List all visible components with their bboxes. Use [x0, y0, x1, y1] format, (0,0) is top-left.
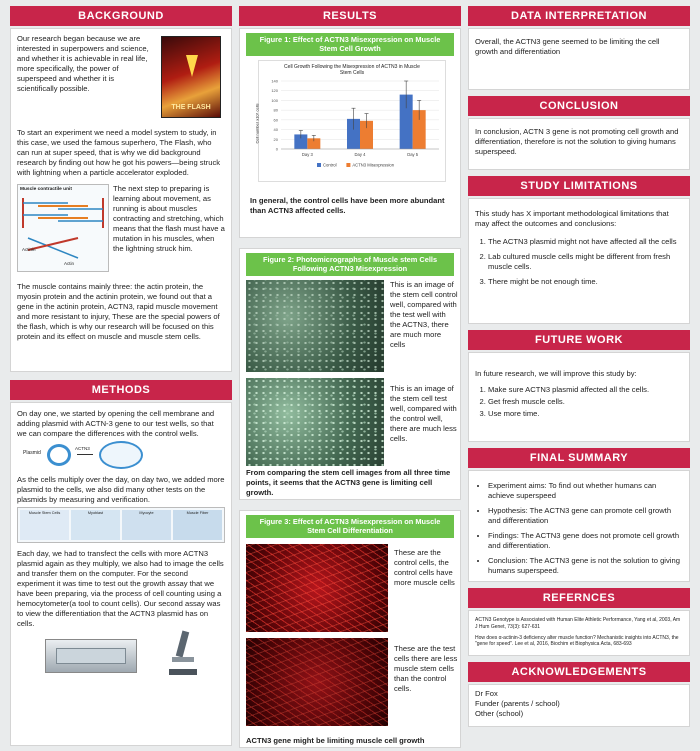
fig1-title: Figure 1: Effect of ACTN3 Misexpression on Muscle Stem Cell Growth [246, 33, 454, 56]
conclusion-heading: CONCLUSION [468, 96, 690, 116]
limitations-intro: This study has X important methodological limitations that may affect the outcomes and conclusions: [475, 209, 669, 229]
stage-myocyte: Myocyte [122, 510, 171, 540]
label-actinin: Actinin [22, 247, 36, 253]
flash-poster [161, 36, 221, 118]
list-item: 3. Use more time. [488, 409, 683, 419]
fig2-text1: This is an image of the stem cell control well, compared with the test well with the ACTN3, there are much more cells [390, 279, 458, 349]
legend-swatch [317, 163, 321, 167]
sarcomere-illustration [18, 194, 108, 267]
methods-p3: Each day, we had to transfect the cells with more ACTN3 plasmid again as they multiply, we also had to image the cells and transfer them on the computer. For the second experiment it was time to test out the growth assay that we have been preparing, via the process of cell counting using a hemocytometer(a tool to count cells). Our second assay was to view the differentiation that the ACTN3 plasmid has on cells. [17, 549, 224, 629]
background-p1: Our research began because we are interested in superpowers and science, and whether it is achievable in real life, more specifically, the power of superspeed and whether it is scientifically possible. [17, 34, 149, 94]
stage-muscle-fiber: Muscle Fiber [173, 510, 222, 540]
x-tick-label: Day 5 [407, 151, 419, 157]
column-left [10, 6, 232, 746]
y-tick-label: 0 [275, 146, 278, 151]
y-tick-label: 20 [273, 136, 278, 142]
arrow-icon [77, 454, 93, 455]
methods-p1: On day one, we started by opening the cell membrane and adding plasmid with ACTN-3 gene to our test wells, so that we can compare the differences with the control wells. [17, 409, 215, 439]
results-heading: RESULTS [239, 6, 461, 26]
chart-title: Cell Growth Following the Misexpression of ACTN3 in Muscle Stem Cells [284, 63, 420, 76]
list-item: 1. The ACTN3 plasmid might not have affected all the cells [488, 237, 683, 247]
y-tick-label: 40 [273, 126, 278, 132]
growth-chart [254, 60, 446, 182]
y-tick-label: 140 [271, 78, 278, 83]
future-list [475, 385, 683, 419]
legend-label: ACTN3 Misexpression [352, 162, 395, 167]
micrograph-test [246, 378, 384, 466]
future-intro: In future research, we will improve this study by: [475, 369, 637, 378]
plasmid-label: Plasmid [23, 450, 41, 457]
results-panel-fig2 [239, 248, 461, 500]
list-item: 3. There might be not enough time. [488, 277, 683, 287]
stage-muscle-stem-cells: Muscle Stem Cells [20, 510, 69, 540]
conclusion-panel: In conclusion, ACTN 3 gene is not promoting cell growth and differentiation, therefore is not the solution to giving humans superspeed. [468, 118, 690, 170]
column-middle [239, 6, 461, 748]
references-heading: REFERNCES [468, 588, 690, 608]
list-item: 2. Get fresh muscle cells. [488, 397, 683, 407]
list-item: • Findings: The ACTN3 gene does not promote cell growth and differentiation. [488, 531, 683, 551]
fig2-title: Figure 2: Photomicrographs of Muscle stem Cells Following ACTN3 Misexpression [246, 253, 454, 276]
y-tick-label: 60 [273, 116, 278, 122]
references-panel [468, 610, 690, 656]
fig2-caption: From comparing the stem cell images from all three time points, it seems that the ACTN3 gene is limiting cell growth. [246, 467, 451, 497]
stage-myoblast: Myoblast [71, 510, 120, 540]
background-p3: The next step to preparing is learning about movement, as running is about muscles contracting and stretching, which means that the flash must have a mutation in his muscles, when the lightning struck him. [113, 184, 225, 254]
list-item: • Experiment aims: To find out whether humans can achieve superspeed [488, 481, 683, 501]
background-panel [10, 28, 232, 372]
acknowledgements-heading: ACKNOWLEDGEMENTS [468, 662, 690, 682]
background-p4: The muscle contains mainly three: the actin protein, the myosin protein and the actinin protein, we found out that a gene in the actinin protein, ACTN3, rapid muscle movement and more resistant to injury, These are the special powers of the flash, which is why our research will be focused on this protein and its effect on muscle and muscle stem cells. [17, 282, 220, 342]
interpretation-heading: DATA INTERPRETATION [468, 6, 690, 26]
micrograph-control [246, 280, 384, 372]
ack-item: Dr Fox [475, 689, 498, 698]
future-panel [468, 352, 690, 442]
fig3-caption: ACTN3 gene might be limiting muscle cell growth [246, 735, 425, 745]
limitations-list [475, 237, 683, 287]
summary-list [475, 481, 683, 576]
poster-title: THE FLASH [171, 104, 211, 111]
list-item: • Hypothesis: The ACTN3 gene can promote cell growth and differentiation [488, 506, 683, 526]
diagram-title: Muscle contractile unit [20, 187, 72, 193]
column-right [468, 6, 690, 727]
fig3-text1: These are the control cells, the control cells have more muscle cells [394, 547, 455, 587]
plasmid-diagram [17, 441, 225, 469]
ack-item: Other (school) [475, 709, 524, 719]
methods-heading: METHODS [10, 380, 232, 400]
future-heading: FUTURE WORK [468, 330, 690, 350]
y-tick-label: 120 [271, 87, 278, 93]
y-tick-label: 100 [271, 97, 278, 103]
legend-swatch [346, 163, 350, 167]
fig1-caption: In general, the control cells have been more abundant than ACTN3 affected cells. [250, 195, 445, 215]
microscope-icon [169, 631, 197, 675]
methods-p2: As the cells multiply over the day, on day two, we added more plasmid to the cells, we also did many other tests on the plasmids by measuring and verification. [17, 475, 225, 505]
muscle-diagram [17, 184, 109, 272]
background-p2: To start an experiment we need a model system to study, in this case, we used the famous superhero, The Flash, who can run at super speed, that is why we did background research by finding out how he got his powers—being struck with lightning when a particle accelerator exploded. [17, 128, 221, 178]
list-item: • Conclusion: The ACTN3 gene is not the solution to giving humans superspeed. [488, 556, 683, 576]
limitations-heading: STUDY LIMITATIONS [468, 176, 690, 196]
label-actin: Actin [64, 261, 75, 267]
plasmid-ring-icon [47, 444, 71, 466]
legend-label: Control [323, 162, 337, 167]
list-item: 1. Make sure ACTN3 plasmid affected all the cells. [488, 385, 683, 395]
chart-ylabel: Cell number x10⁴ cells [254, 103, 260, 143]
chart-svg [259, 75, 445, 179]
acknowledgements-panel [468, 684, 690, 727]
fig2-text2: This is an image of the stem cell test well, compared with the control well, there are much less cells. [390, 383, 457, 443]
interpretation-panel: Overall, the ACTN3 gene seemed to be limiting the cell growth and differentiation [468, 28, 690, 90]
x-tick-label: Day 3 [301, 151, 313, 157]
reference-item: How does α-actinin-3 deficiency alter muscle function? Mechanistic insights into ACTN3, the "gene for speed". Lee et al, 2016, Biochim et Biophysica Acta, 683-693 [475, 634, 679, 648]
ack-item: Funder (parents / school) [475, 699, 560, 709]
micrograph-diff-test [246, 638, 388, 726]
results-panel-fig3 [239, 510, 461, 748]
background-heading: BACKGROUND [10, 6, 232, 26]
methods-panel [10, 402, 232, 746]
fig3-title: Figure 3: Effect of ACTN3 Misexpression on Muscle Stem Cell Differentiation [246, 515, 454, 538]
micrograph-diff-control [246, 544, 388, 632]
list-item: 2. Lab cultured muscle cells might be different from fresh muscle cells. [488, 252, 683, 272]
plasmid-gene-label: ACTN3 [75, 446, 90, 452]
hemocytometer-photo [45, 639, 137, 673]
fig3-text2: These are the test cells there are less muscle stem cells than the control cells. [394, 643, 458, 693]
x-tick-label: Day 4 [354, 151, 366, 157]
results-panel-fig1 [239, 28, 461, 238]
limitations-panel [468, 198, 690, 324]
summary-panel [468, 470, 690, 582]
cell-icon [99, 441, 143, 469]
lightning-icon [186, 55, 198, 77]
y-tick-label: 80 [273, 107, 278, 113]
reference-item: ACTN3 Genotype is Associated with Human Elite Athletic Performance, Yang et al, 2003, Am J Hum Genet, 73(3): 627-631 [475, 617, 681, 630]
summary-heading: FINAL SUMMARY [468, 448, 690, 468]
differentiation-diagram [17, 507, 225, 543]
